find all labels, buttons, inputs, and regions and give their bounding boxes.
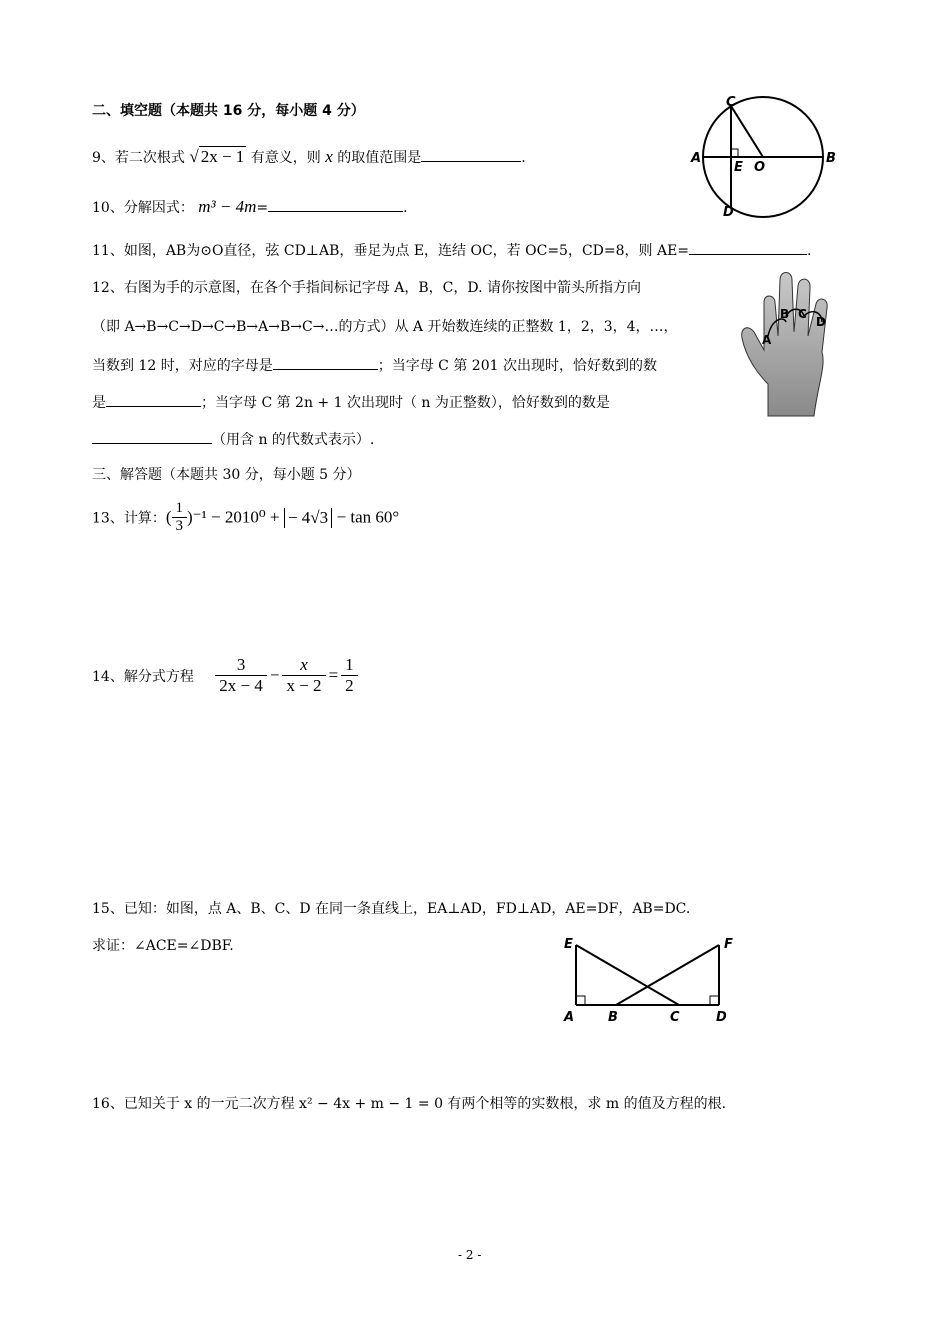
q14-minus: − <box>269 665 280 685</box>
question-16: 16、已知关于 x 的一元二次方程 x² − 4x + m − 1 = 0 有两个相等的实数根，求 m 的值及方程的根. <box>92 1096 727 1112</box>
q12-line-1: 12、右图为手的示意图，在各个手指间标记字母 A，B，C，D. 请你按图中箭头所指方向 <box>92 280 641 296</box>
q15-line-2: 求证：∠ACE=∠DBF. <box>92 938 234 954</box>
q13-prefix: 13、计算： <box>92 510 166 527</box>
q14-prefix: 14、解分式方程 <box>92 668 194 685</box>
q13-abs-value: − 4√3 <box>284 508 332 528</box>
q10-end: . <box>403 200 408 216</box>
right-angle-mark <box>731 149 738 157</box>
line-label-c: C <box>670 1010 680 1025</box>
q13-rest-1: )⁻¹ − 2010⁰ + <box>187 507 280 527</box>
q12-line-2: （即 A→B→C→D→C→B→A→B→C→…的方式）从 A 开始数连续的正整数 1，2，3，4，…， <box>92 319 678 335</box>
segment-fb <box>616 945 719 1005</box>
hand-label-d: D <box>816 315 826 329</box>
q12-line-5-text: （用含 n 的代数式表示）. <box>212 432 375 448</box>
hand-shape <box>742 273 828 417</box>
q12-line-4b: ；当字母 C 第 2n + 1 次出现时（ n 为正整数），恰好数到的数是 <box>201 395 610 411</box>
q10-answer-blank[interactable] <box>268 197 403 212</box>
page-number: - 2 - <box>458 1248 482 1262</box>
hand-figure <box>738 266 844 418</box>
hand-label-c: C <box>798 307 807 321</box>
q13-frac-num: 1 <box>172 500 188 518</box>
q13-fraction <box>172 500 188 535</box>
q14-fraction-1 <box>215 655 267 696</box>
q9-middle: 有意义，则 <box>250 150 321 166</box>
q11-answer-blank[interactable] <box>689 240 807 255</box>
q12-line-3 <box>92 355 657 375</box>
q15-line-1: 15、已知：如图，点 A、B、C、D 在同一条直线上，EA⊥AD，FD⊥AD，AE=DF，AB=DC. <box>92 901 691 917</box>
q9-radicand: 2x − 1 <box>200 147 245 166</box>
question-13: 13、计算：( $\frac{1}{3}$ )⁻¹ − 2010⁰ + − 4√3 − tan 60° <box>92 500 400 534</box>
q10-eq: = <box>256 200 269 216</box>
right-angle-d <box>710 996 719 1005</box>
q14-f1-den: 2x − 4 <box>219 676 263 695</box>
q9-answer-blank[interactable] <box>421 147 521 162</box>
question-9 <box>92 146 526 167</box>
q9-end: . <box>521 150 526 166</box>
line-label-b: B <box>608 1010 618 1025</box>
circle-figure <box>688 92 838 222</box>
q14-f3-num: 1 <box>341 655 358 676</box>
q12-line-4 <box>92 392 610 412</box>
q14-f3-den: 2 <box>345 676 354 695</box>
section-3-title: 三、解答题（本题共 30 分，每小题 5 分） <box>92 467 361 483</box>
right-angle-a <box>576 996 585 1005</box>
label-d: D <box>723 205 734 220</box>
hand-label-b: B <box>780 307 790 321</box>
q12-answer-blank-2[interactable] <box>106 392 201 407</box>
line-label-d: D <box>716 1010 727 1025</box>
section-2-title: 二、填空题（本题共 16 分，每小题 4 分） <box>92 103 365 119</box>
hand-label-a: A <box>762 333 772 347</box>
q12-line-4a: 是 <box>92 395 106 411</box>
line-label-f: F <box>724 937 733 952</box>
q10-prefix: 10、分解因式： <box>92 200 194 216</box>
lines-figure <box>560 935 740 1027</box>
q12-answer-blank-1[interactable] <box>273 355 378 370</box>
q14-f1-num: 3 <box>215 655 267 676</box>
q14-f2-den: x − 2 <box>286 676 322 695</box>
line-label-a: A <box>564 1010 575 1025</box>
segment-ec <box>576 945 679 1005</box>
label-o: O <box>754 160 766 175</box>
q9-prefix: 9、若二次根式 <box>92 150 185 166</box>
q13-rest-2: − tan 60° <box>336 507 400 527</box>
q14-eq: = <box>328 665 339 685</box>
q9-suffix: 的取值范围是 <box>337 150 422 166</box>
label-e: E <box>734 160 743 175</box>
q13-frac-den: 3 <box>175 518 183 534</box>
q12-line-3b: ；当字母 C 第 201 次出现时，恰好数到的数 <box>377 358 657 374</box>
q11-text: 11、如图，AB为⊙O直径，弦 CD⊥AB，垂足为点 E，连结 OC，若 OC=5，CD=8，则 AE= <box>92 243 690 259</box>
q12-answer-blank-3[interactable] <box>92 429 212 444</box>
q14-fraction-3 <box>341 655 358 696</box>
question-14 <box>92 655 361 696</box>
label-b: B <box>826 151 836 166</box>
q12-line-5 <box>92 429 374 449</box>
q12-line-3a: 当数到 12 时，对应的字母是 <box>92 358 273 374</box>
q11-end: . <box>807 243 812 259</box>
q14-f2-num: x <box>282 655 325 676</box>
line-label-e: E <box>564 937 573 952</box>
question-11 <box>92 240 812 260</box>
question-10 <box>92 197 408 217</box>
q9-var: x <box>325 147 333 166</box>
label-c: C <box>726 95 736 110</box>
q14-fraction-2 <box>282 655 325 696</box>
label-a: A <box>691 151 702 166</box>
q10-expr: m³ − 4m <box>198 197 257 216</box>
q9-sqrt: √ 2x − 1 <box>189 147 245 166</box>
